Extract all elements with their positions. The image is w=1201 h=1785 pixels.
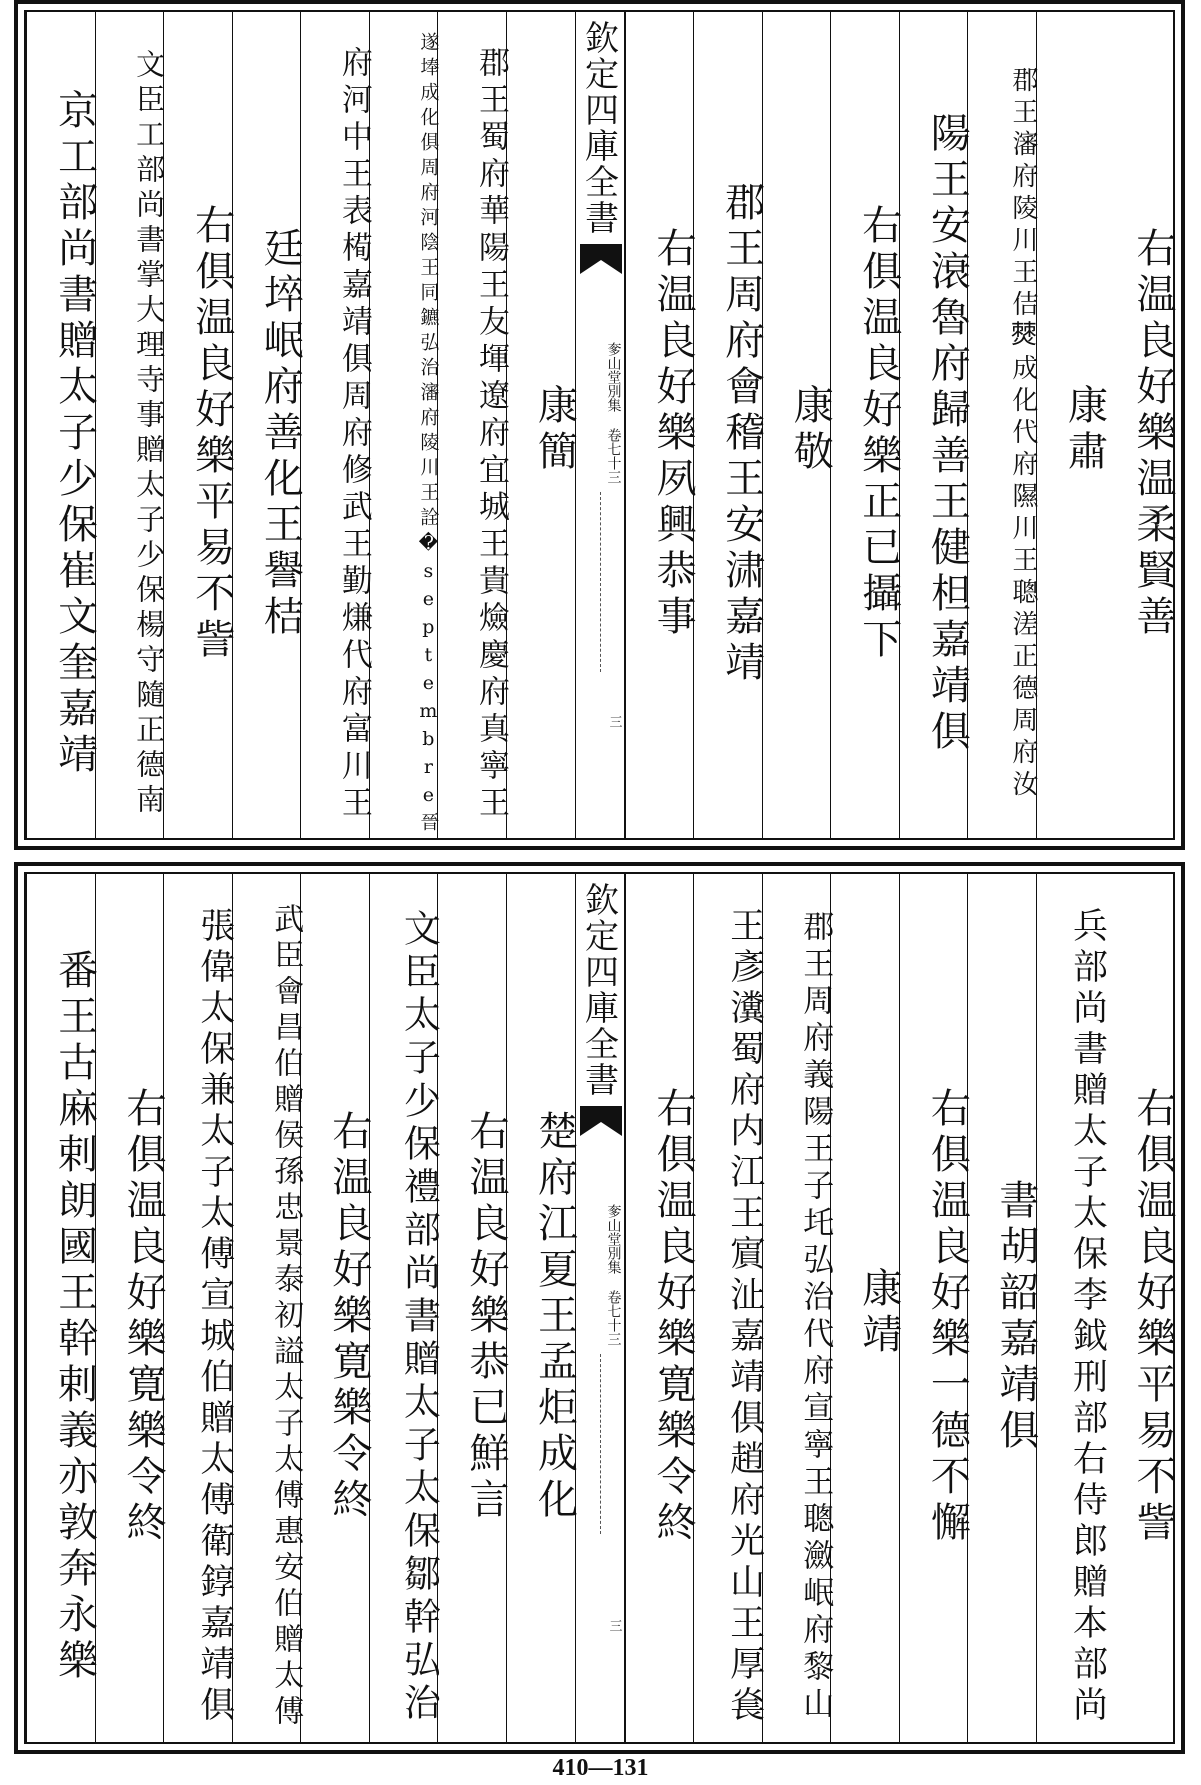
column-text: 右俱温良好樂寛樂令終: [120, 1087, 167, 1547]
text-column: [899, 12, 971, 838]
text-column: [163, 874, 235, 1742]
column-text: 右俱温良好樂一德不懈: [924, 1087, 971, 1547]
text-column: [232, 12, 304, 838]
top-page-frame: [24, 10, 1175, 840]
column-text: 郡王周府義陽王子圫弘治代府宣寧王聰瀲岷府黎山: [797, 910, 834, 1724]
text-column: [899, 874, 971, 1742]
fold-divider: [600, 1354, 601, 1534]
column-text: 遂埲成化俱周府河陰王同鑣弘治瀋府陵川王詮�septembre晉: [417, 31, 440, 837]
column-text: 王彥瀵蜀府内江王賔沚嘉靖俱趙府光山王厚㷃: [724, 907, 765, 1727]
text-column: [830, 12, 902, 838]
fold-title: 欽定四庫全書: [578, 882, 619, 1098]
text-column: [1104, 874, 1176, 1742]
column-text: 文臣工部尚書掌大理寺事贈太子少保楊守隨正德南: [132, 49, 167, 819]
column-text: 廷埣岷府善化王譽桔: [257, 227, 304, 641]
text-column: [830, 874, 902, 1742]
column-text: 康敬: [787, 384, 834, 476]
text-column: [506, 12, 578, 838]
column-text: 康肅: [1061, 384, 1108, 476]
text-column: [369, 12, 438, 838]
text-column: [232, 874, 304, 1742]
text-column: [762, 874, 834, 1742]
text-column: [506, 874, 578, 1742]
text-column: [437, 12, 509, 838]
text-column: [95, 874, 167, 1742]
fishtail-mark-icon: [580, 1106, 622, 1136]
column-text: 武臣會昌伯贈侯孫忠景泰初謚太子太傅惠安伯贈太傅: [268, 903, 304, 1731]
text-column: [95, 12, 167, 838]
column-text: 康簡: [531, 384, 578, 476]
text-column: [967, 12, 1036, 838]
column-text: 文臣太子少保禮部尚書贈太子太保鄒幹弘治: [397, 908, 441, 1726]
column-text: 郡王周府會稽王安㴋嘉靖: [718, 181, 765, 687]
text-column: [300, 12, 372, 838]
text-column: [762, 12, 834, 838]
fold-subtitle: 奓山堂別集 卷七十三: [605, 342, 622, 484]
column-text: 郡王瀋府陵川王佶𤏡成化代府隰川王聰溠正德周府汝: [1007, 66, 1038, 802]
text-column: [1104, 12, 1176, 838]
column-text: 府河中王表槆嘉靖俱周府修武王勤熑代府富川王: [335, 45, 372, 823]
column-text: 右俱温良好樂寛樂令終: [650, 1087, 697, 1547]
top-page: [14, 0, 1185, 850]
text-column: [1036, 874, 1108, 1742]
column-text: 右俱温良好樂平易不訾: [188, 204, 235, 664]
text-column: [26, 874, 98, 1742]
column-text: 右温良好樂夙興恭事: [650, 227, 697, 641]
column-text: 番王古麻剌朗國王幹剌義亦敦奔永樂: [51, 949, 98, 1685]
text-column: [163, 12, 235, 838]
text-column: [26, 12, 98, 838]
column-text: 楚府江夏王孟炬成化: [531, 1110, 578, 1524]
column-text: 郡王蜀府華陽王友堚遼府宜城王貴㷿慶府真寧王: [472, 45, 509, 823]
text-column: [693, 12, 765, 838]
text-column: [625, 12, 697, 838]
text-column: [693, 874, 765, 1742]
column-text: 京工部尚書贈太子少保崔文奎嘉靖: [51, 89, 98, 779]
column-text: 陽王安滖魯府歸善王健柦嘉靖俱: [924, 112, 971, 756]
text-column: [300, 874, 372, 1742]
column-text: 右温良好樂温柔賢善: [1130, 227, 1176, 641]
column-text: 右温良好樂寛樂令終: [325, 1110, 372, 1524]
text-column: [967, 874, 1039, 1742]
fishtail-mark-icon: [580, 244, 622, 274]
fold-page-number: 三: [606, 715, 622, 728]
fold-page-number: 三: [606, 1619, 622, 1632]
text-column: [1036, 12, 1108, 838]
column-text: 康靖: [855, 1267, 902, 1359]
bottom-page-frame: [24, 872, 1175, 1744]
fold-column: [575, 874, 625, 1742]
page-number: 410—131: [552, 1755, 649, 1781]
fold-title: 欽定四庫全書: [578, 20, 619, 236]
column-text: 張偉太保兼太子太傅宣城伯贈太傅衛錞嘉靖俱: [194, 907, 235, 1727]
column-text: 書胡韶嘉靖俱: [992, 1179, 1039, 1455]
text-column: [369, 874, 441, 1742]
bottom-page: [14, 862, 1185, 1754]
column-text: 兵部尚書贈太子太保李鉞刑部右侍郎贈本部尚: [1067, 907, 1108, 1727]
column-text: 右俱温良好樂平易不訾: [1130, 1087, 1176, 1547]
fold-column: [575, 12, 625, 838]
fold-divider: [600, 492, 601, 672]
text-column: [437, 874, 509, 1742]
fold-subtitle: 奓山堂別集 卷七十三: [605, 1204, 622, 1346]
column-text: 右俱温良好樂正已攝下: [855, 204, 902, 664]
column-text: 右温良好樂恭已鮮言: [462, 1110, 509, 1524]
text-column: [625, 874, 697, 1742]
